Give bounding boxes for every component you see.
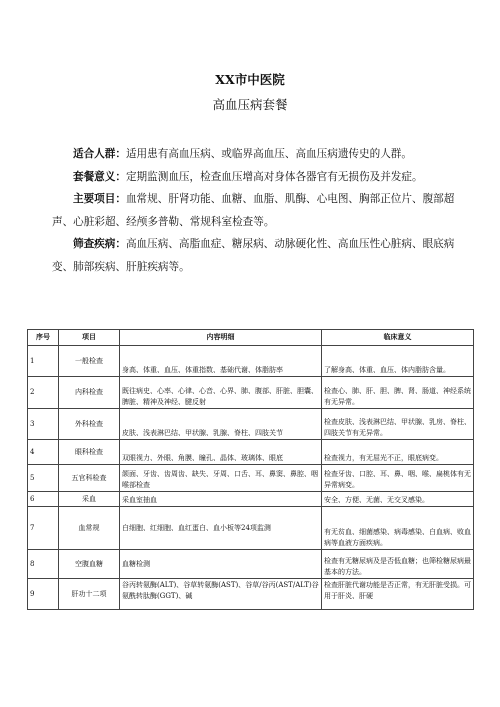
row-meaning: 了解身高、体重、血压、体内脂肪含量。	[322, 346, 474, 377]
intro-paragraph-target	[52, 143, 464, 166]
row-detail: 采血室抽血	[120, 492, 322, 507]
row-item: 内科检查	[59, 377, 120, 409]
table-row	[28, 579, 474, 610]
row-no: 3	[28, 409, 59, 440]
row-detail: 既往病史、心率、心律、心音、心界、肺、腹部、肝脏、胆囊、脾脏、精神及神经、腱反射	[120, 377, 322, 409]
intro-text: 血常规、肝肾功能、血糖、血脂、肌酶、心电图、胸部正位片、腹部超声、心脏彩超、经颅多普勒、常规科室检查等。	[52, 193, 455, 228]
intro-label: 适合人群：	[73, 148, 126, 160]
row-no: 6	[28, 492, 59, 507]
table-row	[28, 346, 474, 377]
row-detail: 双眼视力、外眼、角膜、瞳孔、晶体、玻璃体、眼底	[120, 440, 322, 465]
row-no: 2	[28, 377, 59, 409]
row-meaning: 检查有无糖尿病及是否低血糖；也筛检糖尿病最基本的方法。	[322, 550, 474, 579]
row-meaning: 检查牙齿、口腔、耳、鼻、咽、喉、扁桃体有无异常病变。	[322, 465, 474, 492]
intro-text: 适用患有高血压病、或临界高血压、高血压病遗传史的人群。	[125, 148, 412, 160]
header-meaning: 临床意义	[322, 330, 474, 346]
table-row	[28, 550, 474, 579]
row-item: 眼科检查	[59, 440, 120, 465]
row-no: 8	[28, 550, 59, 579]
row-detail: 身高、体重、血压、体重指数、基础代谢、体脂肪率	[120, 346, 322, 377]
table-row	[28, 377, 474, 409]
intro-text: 高血压病、高脂血症、糖尿病、动脉硬化性、高血压性心脏病、眼底病变、肺部疾病、肝脏疾病等。	[52, 238, 455, 273]
table-row	[28, 465, 474, 492]
row-no: 4	[28, 440, 59, 465]
intro-paragraph-screening	[52, 233, 464, 278]
row-meaning: 检查心、肺、肝、胆、脾、肾、肠道、神经系统有无异常。	[322, 377, 474, 409]
header-item: 项目	[59, 330, 120, 346]
row-detail: 血糖检测	[120, 550, 322, 579]
row-meaning: 安全、方便、无菌、无交叉感染。	[322, 492, 474, 507]
row-detail: 白细胞、红细胞、血红蛋白、血小板等24项监测	[120, 507, 322, 550]
header-detail: 内容明细	[120, 330, 322, 346]
row-item: 空腹血糖	[59, 550, 120, 579]
row-meaning: 检查视力，有无屈光不正，眼底病变。	[322, 440, 474, 465]
intro-text: 定期监测血压，检查血压增高对身体各器官有无损伤及并发症。	[125, 170, 423, 183]
header-no: 序号	[28, 330, 59, 346]
intro-paragraph-purpose	[52, 166, 464, 189]
row-item: 五官科检查	[59, 465, 120, 492]
row-detail: 皮肤、浅表淋巴结、甲状腺、乳腺、脊柱、四肢关节	[120, 409, 322, 440]
table-row	[28, 409, 474, 440]
row-item: 采血	[59, 492, 120, 507]
row-detail: 颌面、牙齿、齿周齿、缺失、牙周、口舌、耳、鼻窦、鼻腔、咽喉部检查	[120, 465, 322, 492]
checkup-table	[27, 329, 474, 610]
row-no: 1	[28, 346, 59, 377]
table-header-row	[28, 330, 474, 346]
row-item: 血常规	[59, 507, 120, 550]
row-item: 一般检查	[59, 346, 120, 377]
row-no: 9	[28, 579, 59, 610]
table-row	[28, 507, 474, 550]
row-no: 5	[28, 465, 59, 492]
row-detail: 谷丙转氨酶(ALT)、谷草转氨酶(AST)、谷草/谷丙(AST/ALT)谷氨酰转肽酶(GGT)、碱	[120, 579, 322, 610]
row-meaning: 检查肝脏代谢功能是否正常，有无肝脏受损。可用于肝炎、肝硬	[322, 579, 474, 610]
intro-section	[52, 143, 464, 278]
row-meaning: 有无贫血、细菌感染、病毒感染、白血病、败血病等血液方面疾病。	[322, 507, 474, 550]
row-meaning: 检查皮肤、浅表淋巴结、甲状腺、乳房、脊柱、四肢关节有无异常。	[322, 409, 474, 440]
row-item: 外科检查	[59, 409, 120, 440]
hospital-title: XX市中医院	[215, 72, 285, 87]
intro-label: 套餐意义：	[73, 170, 126, 183]
intro-label: 主要项目：	[73, 193, 126, 205]
row-item: 肝功十二项	[59, 579, 120, 610]
table-row	[28, 492, 474, 507]
table-row	[28, 440, 474, 465]
row-no: 7	[28, 507, 59, 550]
package-title: 高血压病套餐	[212, 97, 288, 112]
intro-paragraph-items	[52, 188, 464, 233]
intro-label: 筛查疾病：	[73, 238, 126, 250]
